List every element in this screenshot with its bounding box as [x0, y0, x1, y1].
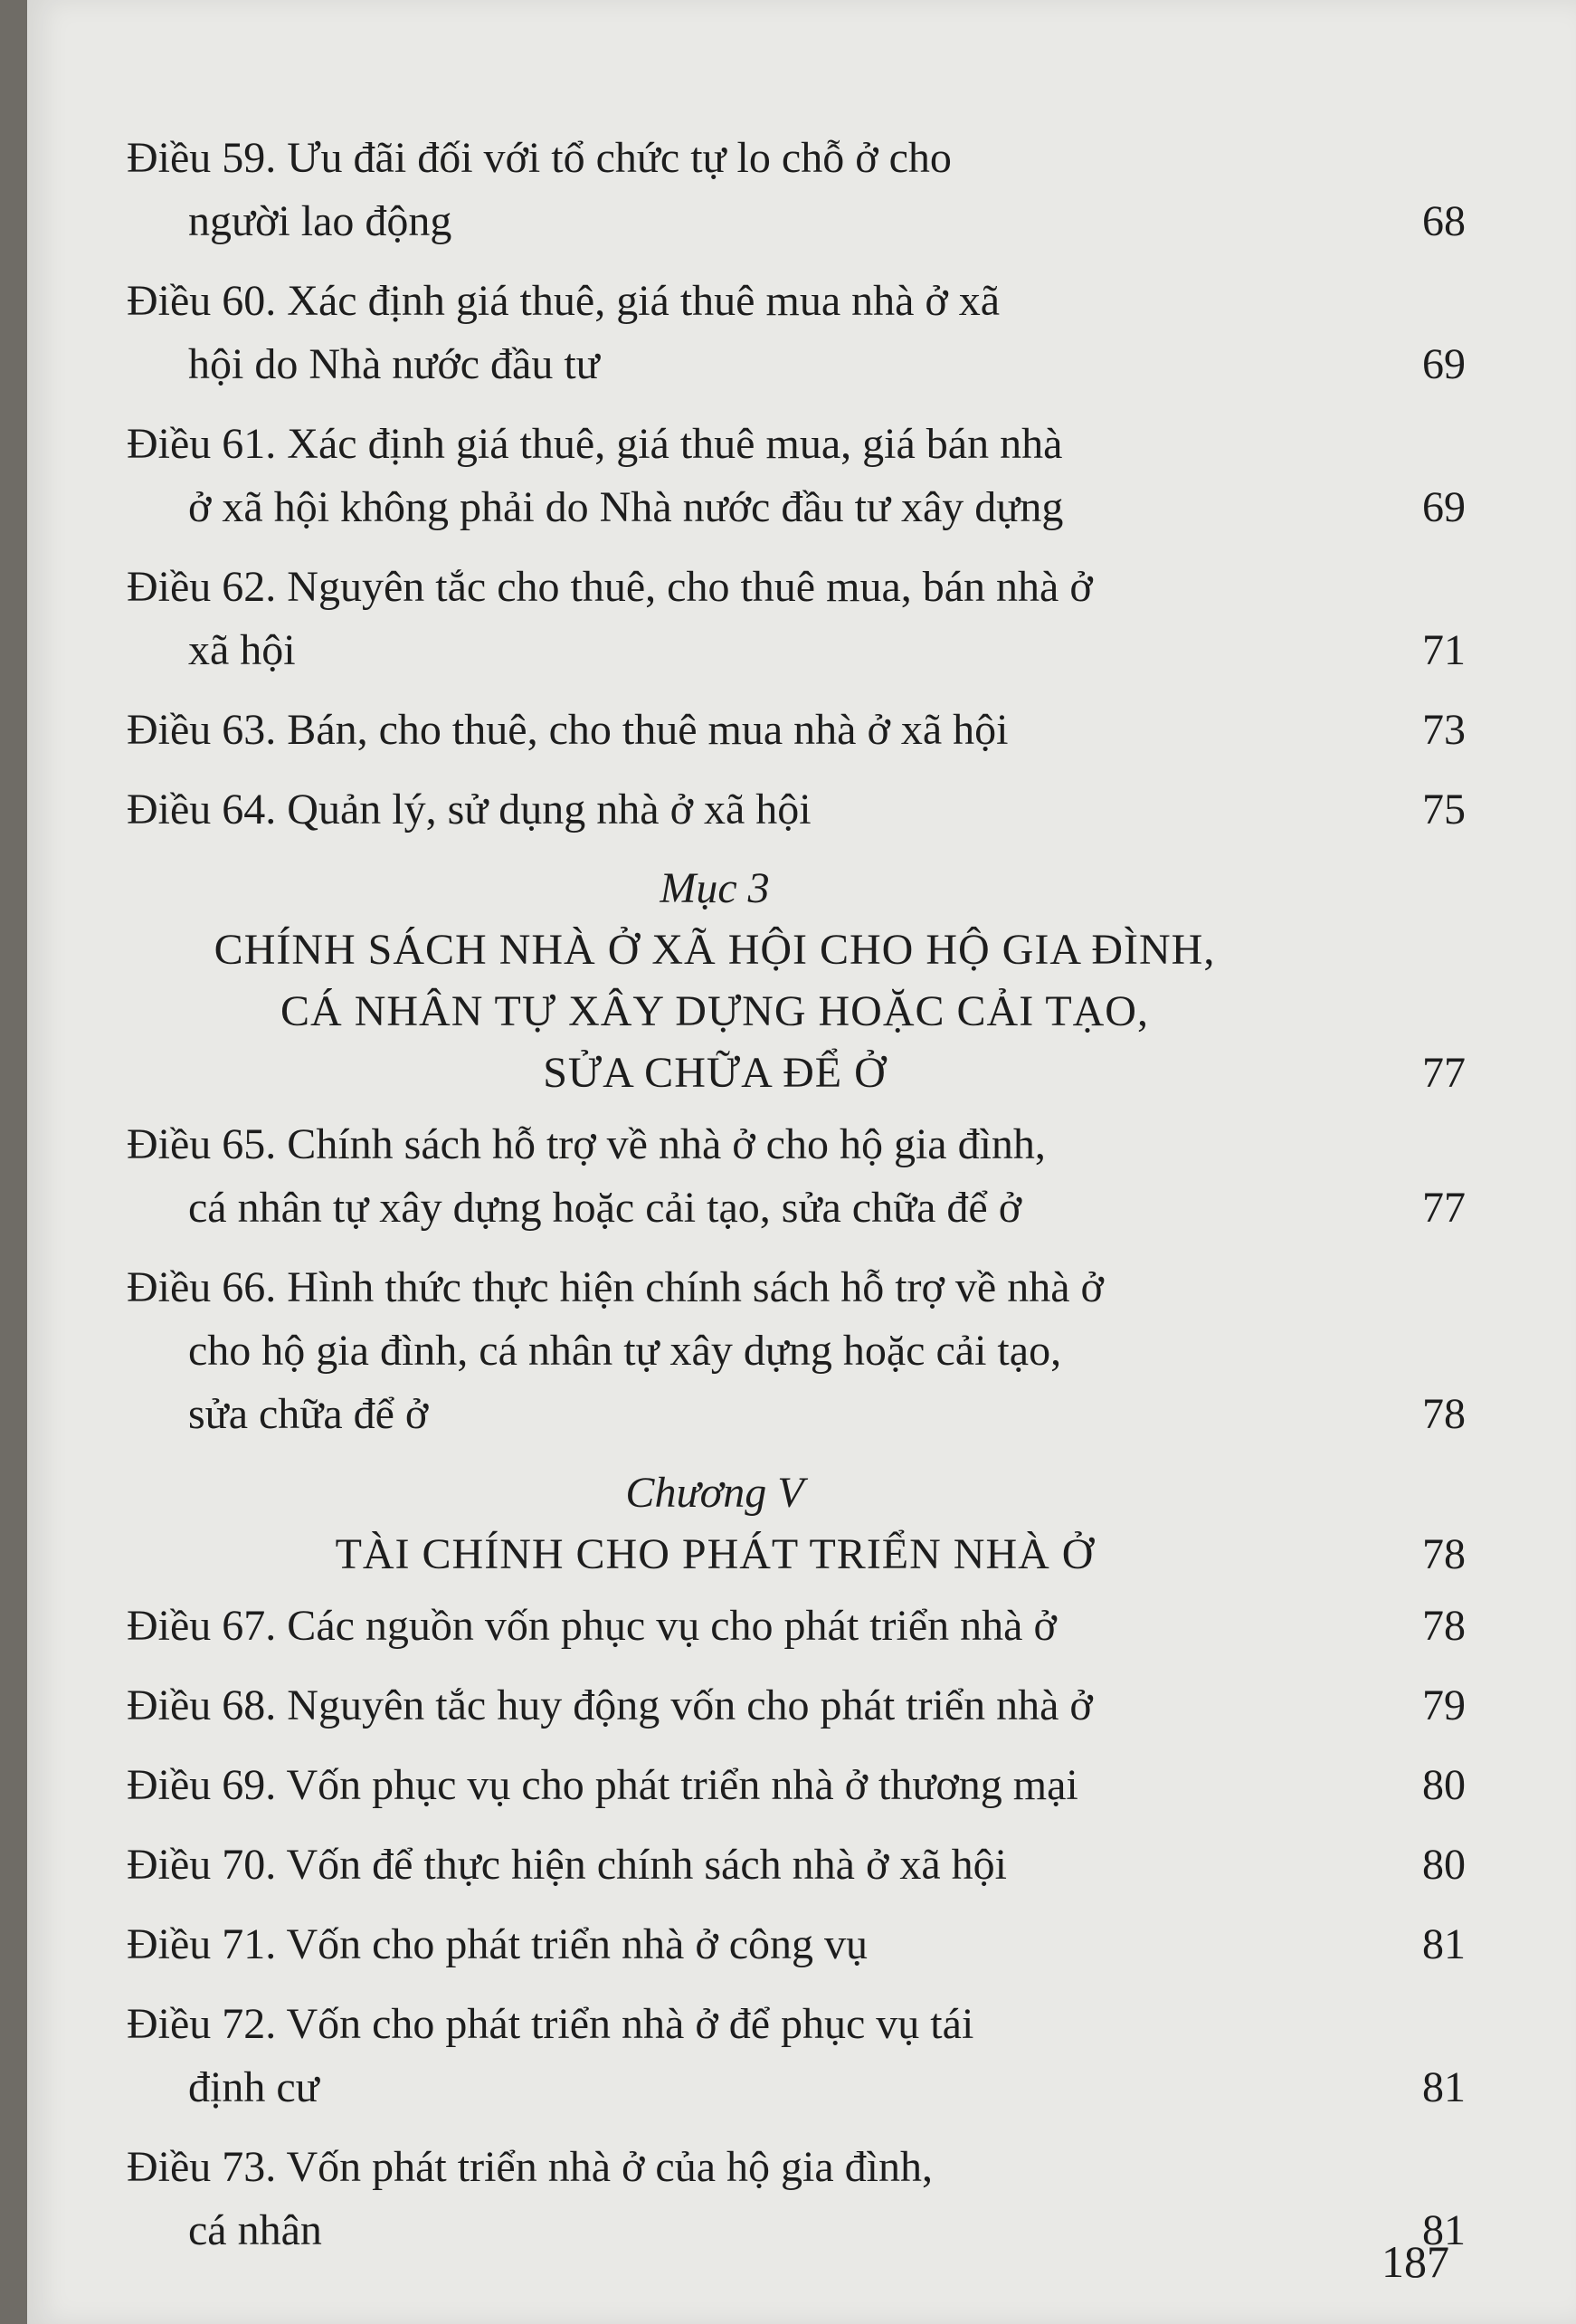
entry-title: Điều 68. Nguyên tắc huy động vốn cho phát triển nhà ở	[127, 1681, 1093, 1729]
entry-title: Điều 67. Các nguồn vốn phục vụ cho phát triển nhà ở	[127, 1602, 1057, 1650]
entry-page: 78	[1422, 1390, 1466, 1438]
entry-title-cont: hội do Nhà nước đầu tư	[188, 340, 600, 388]
entry-title-cont: người lao động	[188, 197, 452, 245]
section-chuong-v	[127, 1462, 1466, 1586]
entry-page: 78	[1422, 1602, 1466, 1650]
entry-page: 81	[1422, 2206, 1466, 2254]
toc-entry	[127, 413, 1466, 539]
entry-title: Điều 61. Xác định giá thuê, giá thuê mua, giá bán nhà	[127, 420, 1063, 468]
entry-title: Điều 72. Vốn cho phát triển nhà ở để phục vụ tái	[127, 2000, 974, 2048]
entry-title-cont: định cư	[188, 2063, 319, 2111]
entry-title: Điều 66. Hình thức thực hiện chính sách hỗ trợ về nhà ở	[127, 1263, 1104, 1311]
entry-page: 69	[1422, 483, 1466, 531]
entry-title: Điều 59. Ưu đãi đối với tổ chức tự lo chỗ ở cho	[127, 134, 952, 182]
entry-title: Điều 60. Xác định giá thuê, giá thuê mua nhà ở xã	[127, 277, 1001, 325]
toc-entry	[127, 1913, 1466, 1976]
toc-entry	[127, 1113, 1466, 1240]
page-number: 187	[1381, 2236, 1449, 2287]
toc-entry	[127, 556, 1466, 682]
entry-title: Điều 69. Vốn phục vụ cho phát triển nhà ở thương mại	[127, 1761, 1078, 1809]
entry-page: 73	[1422, 706, 1466, 754]
section-heading-line: SỬA CHỮA ĐỂ Ở	[543, 1049, 887, 1097]
entry-title: Điều 62. Nguyên tắc cho thuê, cho thuê mua, bán nhà ở	[127, 563, 1093, 611]
entry-title: Điều 71. Vốn cho phát triển nhà ở công vụ	[127, 1920, 868, 1968]
section-heading-line: CHÍNH SÁCH NHÀ Ở XÃ HỘI CHO HỘ GIA ĐÌNH,	[214, 926, 1216, 974]
toc-entry	[127, 1256, 1466, 1446]
entry-title-cont: xã hội	[188, 626, 296, 674]
entry-page: 77	[1422, 1184, 1466, 1232]
entry-title-cont: sửa chữa để ở	[188, 1390, 429, 1438]
toc-entry	[127, 1754, 1466, 1817]
toc-entry	[127, 1595, 1466, 1658]
entry-page: 71	[1422, 626, 1466, 674]
entry-page: 80	[1422, 1761, 1466, 1809]
entry-title: Điều 65. Chính sách hỗ trợ về nhà ở cho hộ gia đình,	[127, 1120, 1046, 1168]
entry-page: 81	[1422, 2063, 1466, 2111]
section-heading-line: TÀI CHÍNH CHO PHÁT TRIỂN NHÀ Ở	[335, 1530, 1095, 1578]
entry-page: 81	[1422, 1920, 1466, 1968]
toc-entry	[127, 1833, 1466, 1897]
toc-entry	[127, 270, 1466, 396]
section-label: Mục 3	[660, 864, 770, 912]
toc-entry	[127, 127, 1466, 253]
section-muc-3	[127, 858, 1466, 1104]
entry-page: 75	[1422, 786, 1466, 833]
entry-title-cont: cá nhân	[188, 2206, 322, 2254]
entry-title-cont: cho hộ gia đình, cá nhân tự xây dựng hoặc cải tạo,	[188, 1327, 1062, 1375]
toc-entry	[127, 1674, 1466, 1738]
entry-title: Điều 64. Quản lý, sử dụng nhà ở xã hội	[127, 786, 812, 833]
entry-title: Điều 63. Bán, cho thuê, cho thuê mua nhà ở xã hội	[127, 706, 1009, 754]
toc-entry	[127, 778, 1466, 842]
entry-title-cont: ở xã hội không phải do Nhà nước đầu tư xây dựng	[188, 483, 1064, 531]
toc-entry	[127, 1993, 1466, 2119]
toc-entry	[127, 2136, 1466, 2262]
entry-page: 80	[1422, 1841, 1466, 1889]
section-page: 78	[1422, 1530, 1466, 1578]
entry-page: 69	[1422, 340, 1466, 388]
section-page: 77	[1422, 1049, 1466, 1097]
toc-entry	[127, 699, 1466, 762]
table-of-contents	[127, 127, 1466, 2279]
entry-title-cont: cá nhân tự xây dựng hoặc cải tạo, sửa chữa để ở	[188, 1184, 1022, 1232]
section-label: Chương V	[625, 1469, 804, 1517]
entry-title: Điều 73. Vốn phát triển nhà ở của hộ gia đình,	[127, 2143, 933, 2191]
book-page	[27, 0, 1576, 2324]
entry-title: Điều 70. Vốn để thực hiện chính sách nhà ở xã hội	[127, 1841, 1007, 1889]
entry-page: 79	[1422, 1681, 1466, 1729]
section-heading-line: CÁ NHÂN TỰ XÂY DỰNG HOẶC CẢI TẠO,	[280, 987, 1149, 1035]
entry-page: 68	[1422, 197, 1466, 245]
